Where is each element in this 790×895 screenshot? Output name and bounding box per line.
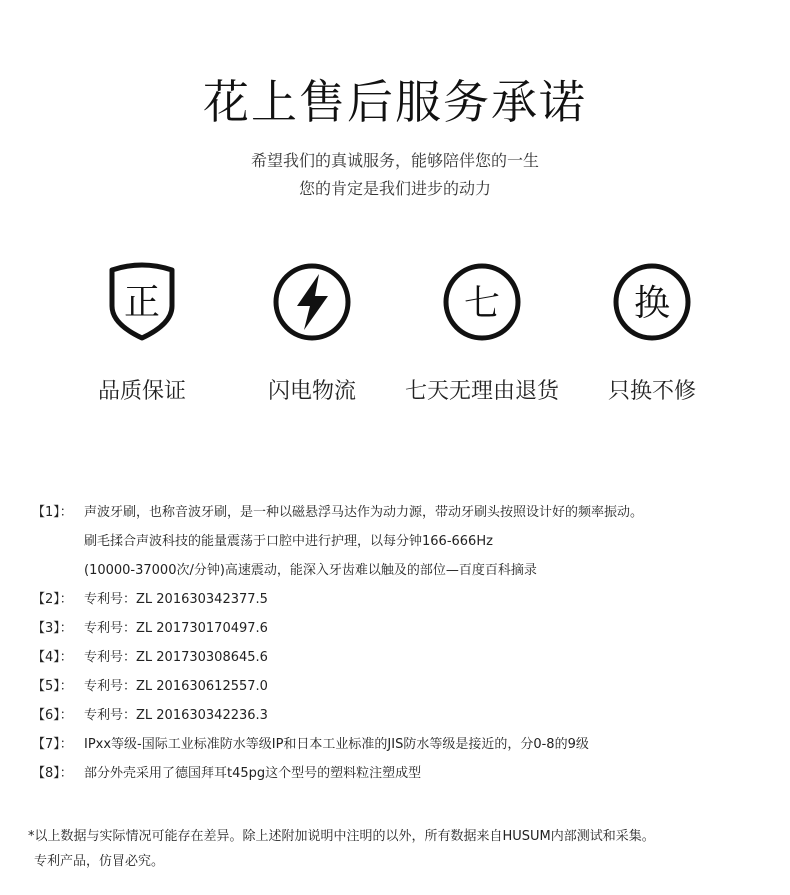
note-text: 刷毛揉合声波科技的能量震荡于口腔中进行护理，以每分钟166-666Hz xyxy=(84,534,493,549)
note-text: 声波牙刷，也称音波牙刷，是一种以磁悬浮马达作为动力源，带动牙刷头按照设计好的频率振动。 xyxy=(84,505,644,520)
shield-icon xyxy=(102,262,182,342)
subtitle-line-1: 希望我们的真诚服务，能够陪伴您的一生 xyxy=(250,151,539,170)
note-number: 【8】： xyxy=(32,766,73,781)
disclaimer: *以上数据与实际情况可能存在差异。除上述附加说明中注明的以外，所有数据来自HUSUM内部测试和采集。 xyxy=(28,829,655,844)
seven-glyph: 七 xyxy=(463,283,501,324)
note-text: 专利号：ZL 201730308645.6 xyxy=(84,650,268,665)
service-icons xyxy=(0,262,790,412)
note-row xyxy=(32,763,772,792)
note-text: 专利号：ZL 201730170497.6 xyxy=(84,621,268,636)
service-shipping xyxy=(222,262,402,405)
service-label: 只换不修 xyxy=(607,379,696,404)
note-row xyxy=(32,647,772,676)
note-number: 【1】： xyxy=(32,505,73,520)
shield-glyph: 正 xyxy=(123,282,161,323)
note-text: 专利号：ZL 201630342377.5 xyxy=(84,592,268,607)
service-label: 七天无理由退货 xyxy=(404,379,559,404)
circle-exchange-icon xyxy=(612,262,692,342)
note-row xyxy=(32,531,772,560)
exchange-glyph: 换 xyxy=(633,283,671,324)
note-number: 【3】： xyxy=(32,621,73,636)
note-number: 【5】： xyxy=(32,679,73,694)
note-row xyxy=(32,589,772,618)
service-label: 品质保证 xyxy=(97,379,186,404)
service-label: 闪电物流 xyxy=(267,379,356,404)
note-text: (10000-37000次/分钟)高速震动，能深入牙齿难以触及的部位—百度百科摘录 xyxy=(84,563,537,578)
note-row xyxy=(32,618,772,647)
footnotes xyxy=(32,502,772,792)
note-number: 【4】： xyxy=(32,650,73,665)
note-row xyxy=(32,502,772,531)
service-quality xyxy=(52,262,232,405)
note-number: 【7】： xyxy=(32,737,73,752)
subtitle-line-2: 您的肯定是我们进步的动力 xyxy=(298,179,491,198)
service-return xyxy=(392,262,572,405)
note-number: 【2】： xyxy=(32,592,73,607)
note-text: 专利号：ZL 201630342236.3 xyxy=(84,708,268,723)
note-row xyxy=(32,705,772,734)
lightning-icon xyxy=(272,262,352,342)
note-text: IPxx等级-国际工业标准防水等级IP和日本工业标准的JIS防水等级是接近的，分0-8的9级 xyxy=(84,737,589,752)
note-text: 专利号：ZL 201630612557.0 xyxy=(84,679,268,694)
note-text: 部分外壳采用了德国拜耳t45pg这个型号的塑料粒注塑成型 xyxy=(84,766,422,781)
note-row xyxy=(32,734,772,763)
note-row xyxy=(32,676,772,705)
note-row xyxy=(32,560,772,589)
page-title: 花上售后服务承诺 xyxy=(203,75,587,129)
note-number: 【6】： xyxy=(32,708,73,723)
circle-seven-icon xyxy=(442,262,522,342)
service-exchange xyxy=(562,262,742,405)
patent-notice: 专利产品，仿冒必究。 xyxy=(34,854,165,869)
